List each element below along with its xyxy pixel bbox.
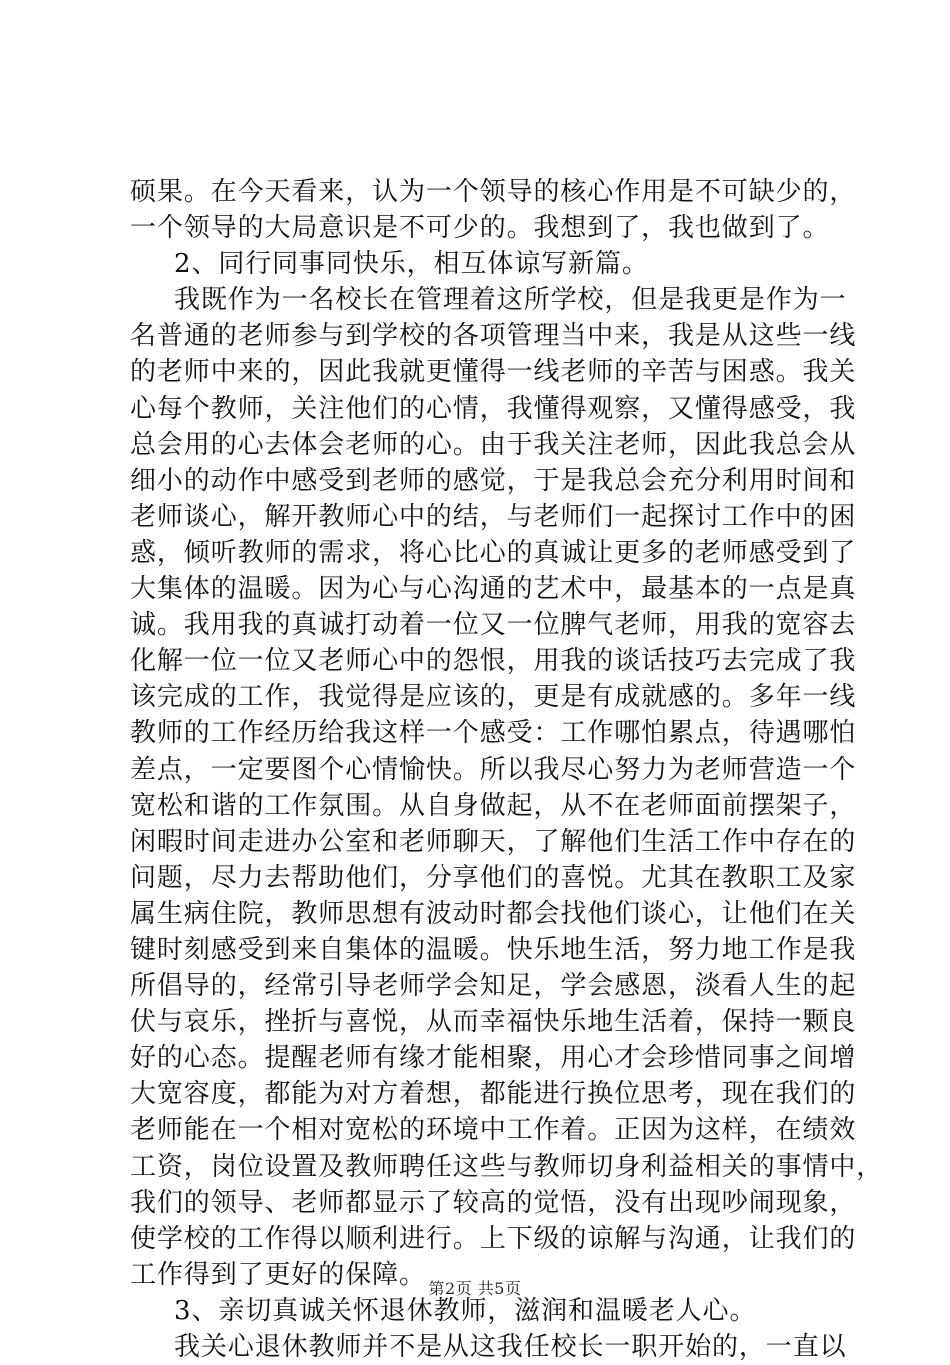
text-line: 差点，一定要图个心情愉快。所以我尽心努力为老师营造一个 <box>130 754 857 785</box>
text-line: 伏与哀乐，挫折与喜悦，从而幸福快乐地生活着，保持一颗良 <box>130 1007 857 1038</box>
text-line: 大集体的温暖。因为心与心沟通的艺术中，最基本的一点是真 <box>130 574 857 605</box>
document-body <box>130 174 884 1365</box>
text-line: 属生病住院，教师思想有波动时都会找他们谈心，让他们在关 <box>130 898 857 929</box>
text-line: 闲暇时间走进办公室和老师聊天，了解他们生活工作中存在的 <box>130 826 857 857</box>
text-line: 名普通的老师参与到学校的各项管理当中来，我是从这些一线 <box>130 321 857 352</box>
text-line: 总会用的心去体会老师的心。由于我关注老师，因此我总会从 <box>130 429 857 460</box>
text-line: 大宽容度，都能为对方着想，都能进行换位思考，现在我们的 <box>130 1079 857 1110</box>
text-line: 使学校的工作得以顺利进行。上下级的谅解与沟通，让我们的 <box>130 1223 857 1254</box>
section-heading-2: 2、同行同事同快乐，相互体谅写新篇。 <box>174 249 649 280</box>
text-line: 工资，岗位设置及教师聘任这些与教师切身利益相关的事情中， <box>130 1151 884 1182</box>
text-line: 好的心态。提醒老师有缘才能相聚，用心才会珍惜同事之间增 <box>130 1043 857 1074</box>
text-line: 老师能在一个相对宽松的环境中工作着。正因为这样，在绩效 <box>130 1115 857 1146</box>
paragraph-start: 我关心退休教师并不是从这我任校长一职开始的，一直以 <box>174 1332 847 1362</box>
text-line: 该完成的工作，我觉得是应该的，更是有成就感的。多年一线 <box>130 682 857 713</box>
text-line: 老师谈心，解开教师心中的结，与老师们一起探讨工作中的困 <box>130 501 857 532</box>
text-line: 细小的动作中感受到老师的感觉，于是我总会充分利用时间和 <box>130 465 857 496</box>
text-line: 一个领导的大局意识是不可少的。我想到了，我也做到了。 <box>130 213 830 244</box>
text-line: 诚。我用我的真诚打动着一位又一位脾气老师，用我的宽容去 <box>130 610 857 641</box>
text-line: 键时刻感受到来自集体的温暖。快乐地生活，努力地工作是我 <box>130 934 857 965</box>
page-number-footer: 第2页 共5页 <box>428 1279 522 1298</box>
section-heading-3: 3、亲切真诚关怀退休教师，滋润和温暖老人心。 <box>174 1295 757 1326</box>
text-line: 心每个教师，关注他们的心情，我懂得观察，又懂得感受，我 <box>130 393 857 424</box>
text-line: 惑，倾听教师的需求，将心比心的真诚让更多的老师感受到了 <box>130 537 857 568</box>
text-line: 教师的工作经历给我这样一个感受：工作哪怕累点，待遇哪怕 <box>130 718 857 749</box>
text-line: 硕果。在今天看来，认为一个领导的核心作用是不可缺少的， <box>130 177 857 207</box>
text-line: 工作得到了更好的保障。 <box>130 1259 426 1290</box>
text-line: 化解一位一位又老师心中的怨恨，用我的谈话技巧去完成了我 <box>130 646 857 677</box>
text-line: 问题，尽力去帮助他们，分享他们的喜悦。尤其在教职工及家 <box>130 862 857 893</box>
text-line: 宽松和谐的工作氛围。从自身做起，从不在老师面前摆架子， <box>130 790 857 821</box>
paragraph-start: 我既作为一名校长在管理着这所学校，但是我更是作为一 <box>174 285 847 316</box>
text-line: 我们的领导、老师都显示了较高的觉悟，没有出现吵闹现象， <box>130 1187 857 1218</box>
text-line: 所倡导的，经常引导老师学会知足，学会感恩，淡看人生的起 <box>130 971 857 1002</box>
text-line: 的老师中来的，因此我就更懂得一线老师的辛苦与困惑。我关 <box>130 357 857 388</box>
